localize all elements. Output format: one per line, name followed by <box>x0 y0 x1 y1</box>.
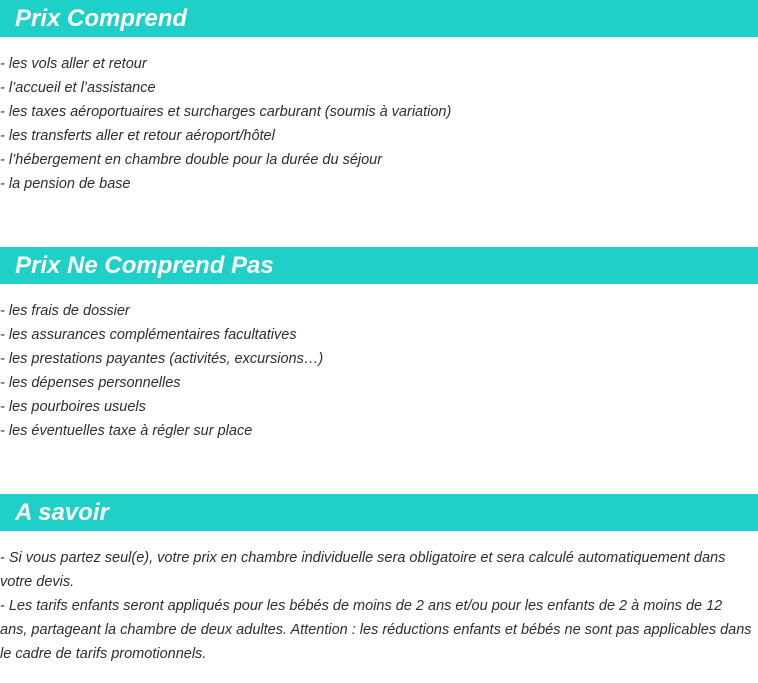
not-included-list <box>0 284 758 443</box>
list-item: - les vols aller et retour <box>0 56 147 72</box>
list-item: - les pourboires usuels <box>0 399 146 415</box>
info-paragraph-single-supplement: - Si vous partez seul(e), votre prix en chambre individuelle sera obligatoire et sera calculé automatiquement dans votre devis. <box>0 550 726 590</box>
list-item: - les assurances complémentaires facultatives <box>0 327 297 343</box>
to-know-paragraphs <box>0 531 758 666</box>
list-item: - les taxes aéroportuaires et surcharges carburant (soumis à variation) <box>0 104 452 120</box>
section-price-not-included <box>0 247 758 443</box>
list-item: - l’accueil et l’assistance <box>0 80 156 96</box>
section-title-to-know: A savoir <box>0 494 758 531</box>
section-title-price-included: Prix Comprend <box>0 0 758 37</box>
section-title-price-not-included: Prix Ne Comprend Pas <box>0 247 758 284</box>
list-item: - les éventuelles taxe à régler sur place <box>0 423 253 439</box>
section-to-know <box>0 494 758 666</box>
list-item: - l’hébergement en chambre double pour la durée du séjour <box>0 152 383 168</box>
list-item: - les dépenses personnelles <box>0 375 181 391</box>
list-item: - la pension de base <box>0 176 131 192</box>
list-item: - les prestations payantes (activités, excursions…) <box>0 351 324 367</box>
list-item: - les frais de dossier <box>0 303 130 319</box>
list-item: - les transferts aller et retour aéroport/hôtel <box>0 128 275 144</box>
section-price-included <box>0 0 758 196</box>
info-paragraph-child-rates: - Les tarifs enfants seront appliqués pour les bébés de moins de 2 ans et/ou pour les enfants de 2 à moins de 12 ans, partageant la chambre de deux adultes. Attention : les réductions enfants et bébés ne sont pas applicables dans le cadre de tarifs promotionnels. <box>0 598 752 662</box>
included-list <box>0 37 758 196</box>
